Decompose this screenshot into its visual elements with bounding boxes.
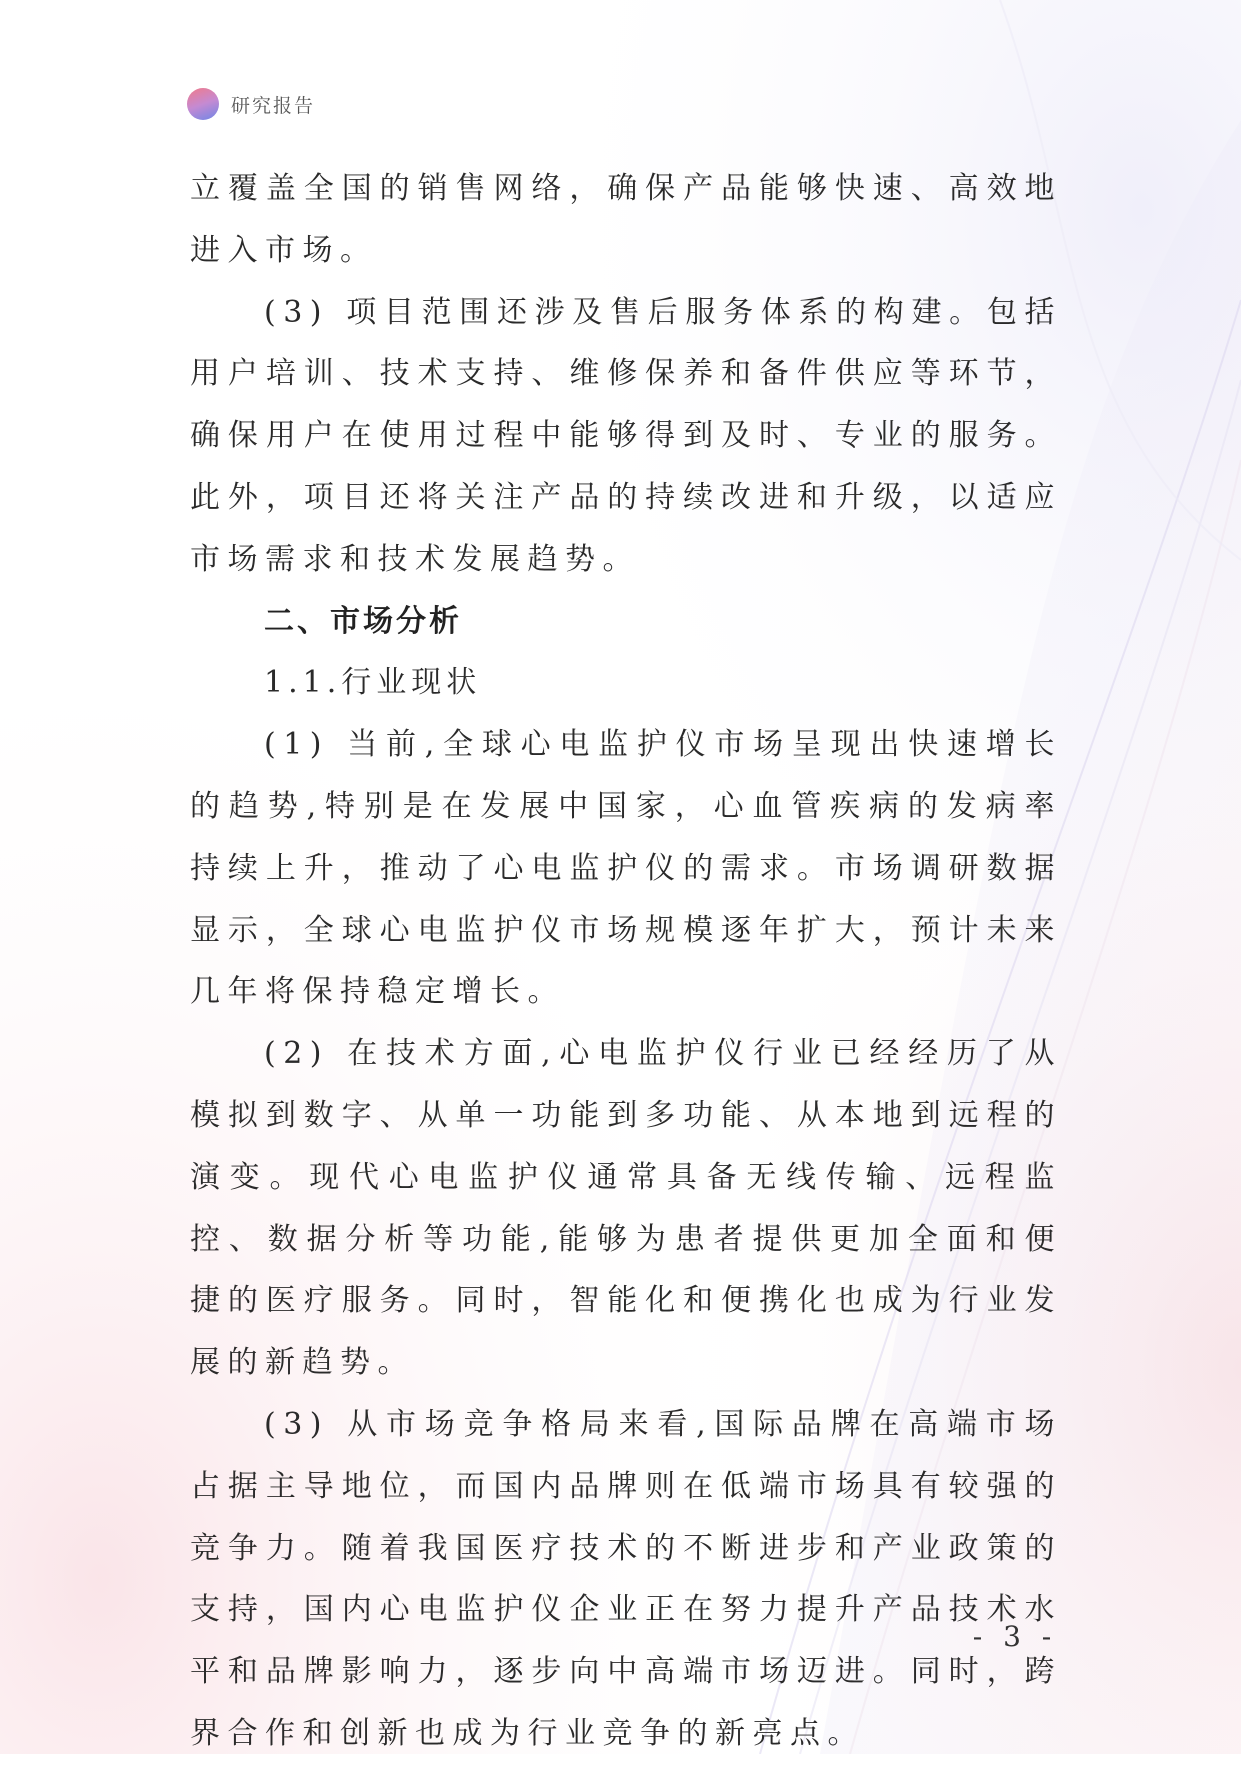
page-header [187, 88, 315, 120]
header-label: 研究报告 [231, 94, 316, 117]
page-number: - 3 - [972, 1620, 1058, 1653]
section-heading: 二、市场分析 [264, 603, 462, 639]
paragraph: (2) 在技术方面,心电监护仪行业已经经历了从模拟到数字、从单一功能到多功能、从本地到远程的演变。现代心电监护仪通常具备无线传输、远程监控、数据分析等功能,能够为患者提供更加全面和便捷的医疗服务。同时，智能化和便携化也成为行业发展的新趋势。 [190, 1036, 1062, 1381]
subsection-heading: 1.1.行业现状 [264, 665, 482, 701]
paragraph: (3) 项目范围还涉及售后服务体系的构建。包括用户培训、技术支持、维修保养和备件供应等环节，确保用户在使用过程中能够得到及时、专业的服务。此外，项目还将关注产品的持续改进和升级，以适应市场需求和技术发展趋势。 [190, 294, 1062, 577]
paragraph: (1) 当前,全球心电监护仪市场呈现出快速增长的趋势,特别是在发展中国家，心血管疾病的发病率持续上升，推动了心电监护仪的需求。市场调研数据显示，全球心电监护仪市场规模逐年扩大，预计未来几年将保持稳定增长。 [190, 727, 1062, 1010]
paragraph: (3) 从市场竞争格局来看,国际品牌在高端市场占据主导地位，而国内品牌则在低端市场具有较强的竞争力。随着我国医疗技术的不断进步和产业政策的支持，国内心电监护仪企业正在努力提升产品技术水平和品牌影响力，逐步向中高端市场迈进。同时，跨界合作和创新也成为行业竞争的新亮点。 [190, 1406, 1062, 1751]
report-logo-icon [187, 88, 219, 120]
body-text [190, 158, 1062, 1765]
paragraph: 立覆盖全国的销售网络，确保产品能够快速、高效地进入市场。 [190, 171, 1062, 268]
